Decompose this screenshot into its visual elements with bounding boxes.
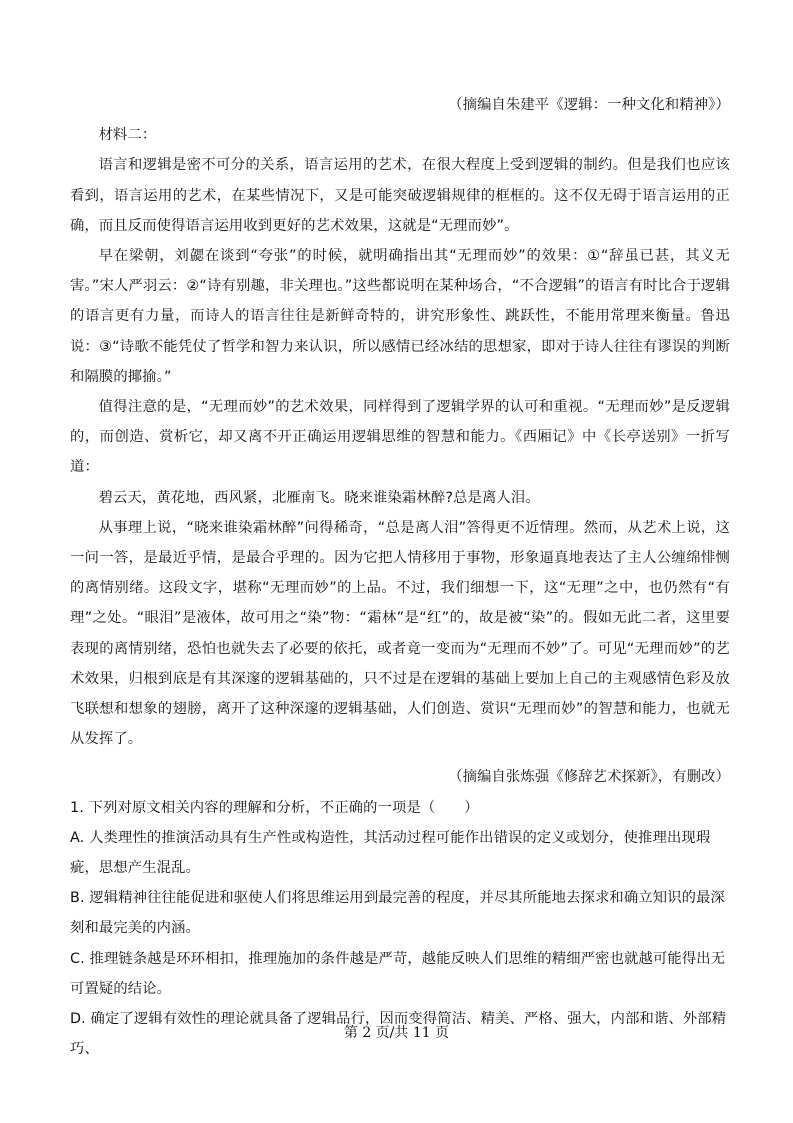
option-d: D. 确定了逻辑有效性的理论就具备了逻辑品行，因而变得简洁、精美、严格、强大，内部和谐、外部精巧、	[70, 1011, 727, 1058]
paragraph-1: 语言和逻辑是密不可分的关系，语言运用的艺术，在很大程度上受到逻辑的制约。但是我们也应该看到，语言运用的艺术，在某些情况下，又是可能突破逻辑规律的框框的。这不仅无碍于语言运用的正确，而且反而使得语言运用收到更好的艺术效果，这就是“无理而妙”。	[70, 157, 730, 234]
page-footer: 第 2 页/共 11 页	[343, 1025, 450, 1041]
paragraph-3: 值得注意的是，“无理而妙”的艺术效果，同样得到了逻辑学界的认可和重视。“无理而妙”是反逻辑的，而创造、赏析它，却又离不开正确运用逻辑思维的智慧和能力。《西厢记》中《长亭送别》一折写道：	[70, 399, 730, 476]
page-content	[70, 90, 730, 1065]
question-stem: 1. 下列对原文相关内容的理解和分析，不正确的一项是（ ）	[70, 799, 479, 816]
option-c: C. 推理链条越是环环相扣，推理施加的条件越是严苛，越能反映人们思维的精细严密也就越可能得出无可置疑的结论。	[70, 950, 726, 997]
poem-quote: 碧云天，黄花地，西风紧，北雁南飞。晓来谁染霜林醉?总是离人泪。	[98, 489, 540, 506]
option-b: B. 逻辑精神往往能促进和驱使人们将思维运用到最完善的程度，并尽其所能地去探求和确立知识的最深刻和最完美的内涵。	[70, 890, 726, 937]
paragraph-2: 早在梁朝，刘勰在谈到“夸张”的时候，就明确指出其“无理而妙”的效果：①“辞虽已甚，其义无害。”宋人严羽云：②“诗有别趣，非关理也。”这些都说明在某种场合，“不合逻辑”的语言有时比合于逻辑的语言更有力量，而诗人的语言往往是新鲜奇特的，讲究形象性、跳跃性，不能用常理来衡量。鲁迅说：③“诗歌不能凭仗了哲学和智力来认识，所以感情已经冰结的思想家，即对于诗人往往有谬误的判断和隔膜的揶揄。”	[70, 248, 730, 385]
material-two-heading: 材料二：	[98, 127, 157, 144]
source-citation-2: （摘编自张炼强《修辞艺术探新》，有删改）	[448, 769, 730, 786]
paragraph-4: 从事理上说，“晓来谁染霜林醉”问得稀奇，“总是离人泪”答得更不近情理。然而，从艺术上说，这一问一答，是最近乎情，是最合乎理的。因为它把人情移用于事物，形象逼真地表达了主人公缠绵悱恻的离情别绪。这段文字，堪称“无理而妙”的上品。不过，我们细想一下，这“无理”之中，也仍然有“有理”之处。“眼泪”是液体，故可用之“染”物：“霜林”是“红”的，故是被“染”的。假如无此二者，这里要表现的离情别绪，恐怕也就失去了必要的依托，或者竟一变而为“无理而不妙”了。可见“无理而妙”的艺术效果，归根到底是有其深邃的逻辑基础的，只不过是在逻辑的基础上要加上自己的主观感情色彩及放飞联想和想象的翅膀，离开了这种深邃的逻辑基础，人们创造、赏识“无理而妙”的智慧和能力，也就无从发挥了。	[70, 519, 730, 748]
option-a: A. 人类理性的推演活动具有生产性或构造性，其活动过程可能作出错误的定义或划分，使推理出现瑕疵，思想产生混乱。	[70, 829, 711, 877]
source-citation-1: （摘编自朱建平《逻辑：一种文化和精神》）	[448, 97, 730, 113]
